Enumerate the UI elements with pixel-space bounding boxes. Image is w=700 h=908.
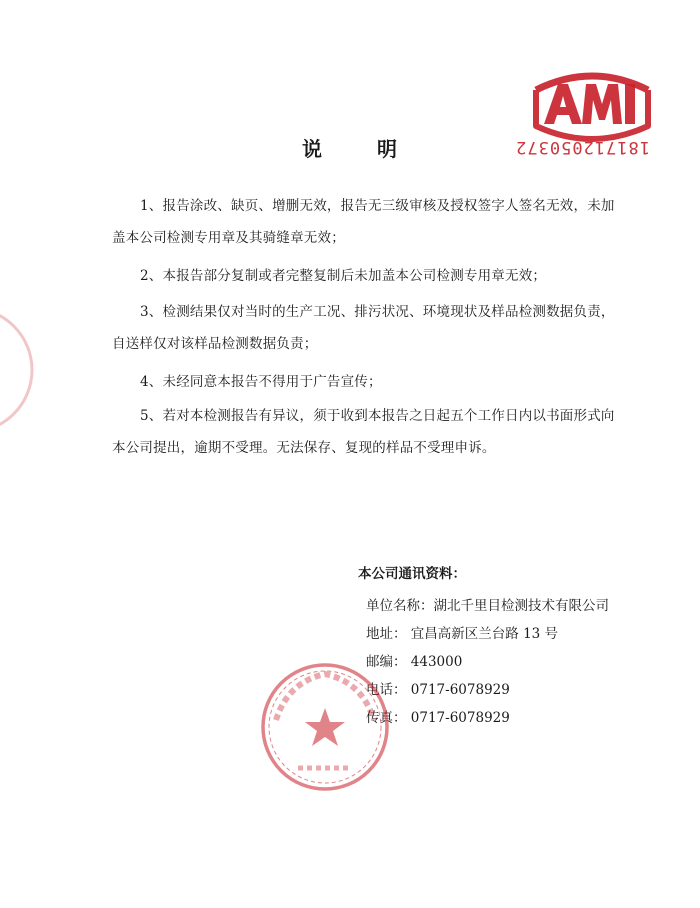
clause-2 [112,260,612,292]
clause-3-line-2: 自送样仅对该样品检测数据负责； [112,336,318,352]
clause-1-line-1: 1、报告涂改、缺页、增删无效，报告无三级审核及授权签字人签名无效，未加 [140,198,615,214]
title-char-1: 说 [302,137,323,162]
clause-1 [112,190,615,254]
page-title [0,133,700,162]
contact-postcode: 邮编： 443000 [366,654,463,670]
clause-5 [112,400,615,464]
clause-2-line-1: 2、本报告部分复制或者完整复制后未加盖本公司检测专用章无效； [140,268,547,284]
clause-5-line-2: 本公司提出，逾期不受理。无法保存、复现的样品不受理申诉。 [112,440,496,456]
seal-edge-icon [0,300,40,440]
contact-heading: 本公司通讯资料： [358,566,466,582]
contact-phone: 电话： 0717-6078929 [366,682,510,698]
clause-5-line-1: 5、若对本检测报告有异议，须于收到本报告之日起五个工作日内以书面形式向 [140,408,615,424]
company-seal-icon [258,660,392,794]
clause-3 [112,296,615,360]
clause-4-line-1: 4、未经同意本报告不得用于广告宣传； [140,374,382,390]
contact-address: 地址： 宜昌高新区兰台路 13 号 [366,626,559,642]
title-char-2: 明 [377,137,398,162]
clause-4 [112,366,612,398]
clause-1-line-2: 盖本公司检测专用章及其骑缝章无效； [112,230,345,246]
cma-certificate-number: 181712050372 [515,137,650,157]
contact-info [366,592,609,732]
contact-fax: 传真： 0717-6078929 [366,710,510,726]
clause-3-line-1: 3、检测结果仅对当时的生产工况、排污状况、环境现状及样品检测数据负责， [140,304,615,320]
contact-unit: 单位名称：湖北千里目检测技术有限公司 [366,598,609,614]
